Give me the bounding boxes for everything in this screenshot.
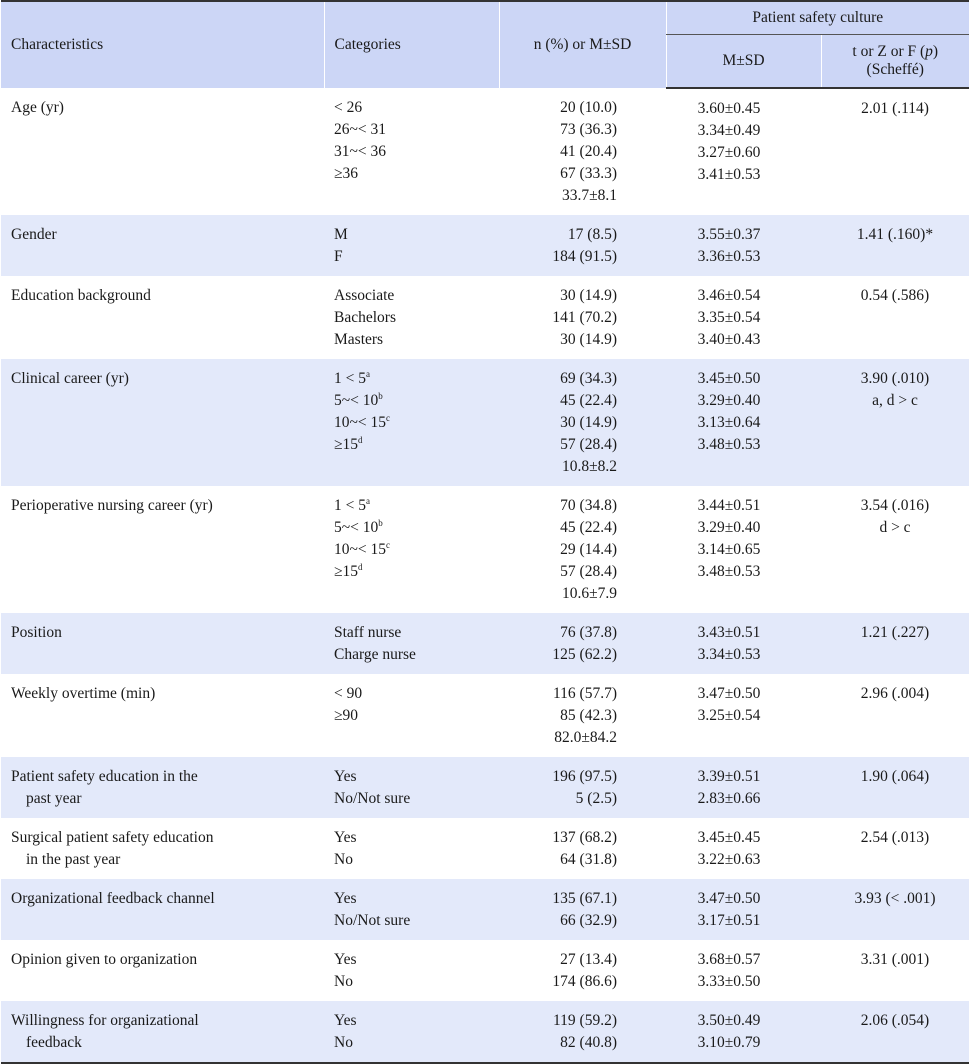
characteristic-cell — [1, 1001, 324, 1063]
characteristic-label: Clinical career (yr) — [11, 370, 129, 387]
msd-value: 3.48±0.53 — [697, 563, 761, 580]
header-patient-safety-culture: Patient safety culture — [666, 1, 969, 35]
category-text: Bachelors — [334, 309, 396, 326]
category-label — [334, 434, 498, 456]
n-pct-value: 30 (14.9) — [560, 287, 617, 304]
stat-cell — [821, 486, 969, 613]
table-row — [1, 276, 969, 359]
n-pct-value: 5 (2.5) — [575, 790, 617, 807]
stat-cell — [821, 215, 969, 276]
category-text: 26~< 31 — [334, 121, 387, 138]
characteristic-cell — [1, 215, 324, 276]
category-text: 10~< 15 — [334, 541, 387, 558]
msd-value: 3.48±0.53 — [697, 436, 761, 453]
table-row — [1, 1001, 969, 1063]
table-row — [1, 215, 969, 276]
msd-value: 2.83±0.66 — [697, 790, 761, 807]
category-superscript: a — [366, 369, 370, 379]
category-label — [334, 285, 498, 307]
n-pct-value: 45 (22.4) — [560, 392, 617, 409]
stat-cell — [821, 818, 969, 879]
category-text: Yes — [334, 951, 357, 968]
table-row — [1, 757, 969, 818]
category-label — [334, 329, 498, 351]
n-pct-value: 174 (86.6) — [552, 973, 617, 990]
n-pct-value: 137 (68.2) — [552, 829, 617, 846]
category-label — [334, 910, 498, 932]
stat-value: 3.54 (.016) — [860, 497, 930, 514]
characteristic-cell — [1, 879, 324, 940]
category-superscript: d — [358, 435, 363, 445]
stat-value: 2.96 (.004) — [860, 685, 930, 702]
msd-cell — [666, 215, 821, 276]
msd-value: 3.40±0.43 — [697, 331, 761, 348]
category-label — [334, 307, 498, 329]
characteristic-cell — [1, 486, 324, 613]
category-superscript: a — [366, 496, 370, 506]
category-text: No/Not sure — [334, 912, 411, 929]
msd-value: 3.41±0.53 — [697, 166, 761, 183]
table-row — [1, 613, 969, 674]
category-label — [334, 390, 498, 412]
category-cell — [324, 88, 499, 215]
stat-value: a, d > c — [872, 392, 918, 409]
category-text: < 26 — [334, 99, 363, 116]
category-text: ≥15 — [334, 563, 359, 580]
stat-cell — [821, 1001, 969, 1063]
category-text: 10~< 15 — [334, 414, 387, 431]
msd-value: 3.29±0.40 — [697, 392, 761, 409]
n-pct-cell — [499, 674, 666, 757]
msd-value: 3.68±0.57 — [697, 951, 761, 968]
table-header — [1, 1, 969, 88]
characteristic-label: Age (yr) — [11, 99, 64, 116]
header-stat-line1: t or Z or F ( — [852, 43, 926, 60]
n-pct-value: 119 (59.2) — [553, 1012, 617, 1029]
category-cell — [324, 757, 499, 818]
stat-cell — [821, 757, 969, 818]
msd-value: 3.10±0.79 — [697, 1034, 761, 1051]
category-label — [334, 1032, 498, 1054]
n-pct-value: 10.6±7.9 — [561, 585, 617, 602]
category-label — [334, 766, 498, 788]
n-pct-value: 69 (34.3) — [560, 370, 617, 387]
stat-value: 3.31 (.001) — [860, 951, 930, 968]
msd-value: 3.33±0.50 — [697, 973, 761, 990]
characteristic-label: past year — [26, 790, 82, 807]
category-label — [334, 788, 498, 810]
category-text: No/Not sure — [334, 790, 411, 807]
msd-value: 3.43±0.51 — [697, 624, 761, 641]
stat-cell — [821, 879, 969, 940]
category-cell — [324, 1001, 499, 1063]
category-cell — [324, 359, 499, 486]
msd-cell — [666, 276, 821, 359]
msd-value: 3.22±0.63 — [697, 851, 761, 868]
msd-cell — [666, 674, 821, 757]
characteristic-cell — [1, 757, 324, 818]
category-text: F — [334, 248, 343, 265]
characteristic-label: Organizational feedback channel — [11, 890, 215, 907]
n-pct-value: 67 (33.3) — [560, 165, 617, 182]
n-pct-cell — [499, 940, 666, 1001]
msd-cell — [666, 613, 821, 674]
stat-value: d > c — [879, 519, 911, 536]
characteristic-cell — [1, 276, 324, 359]
characteristic-label: Surgical patient safety education — [11, 829, 214, 846]
category-text: ≥90 — [334, 707, 359, 724]
category-text: ≥15 — [334, 436, 359, 453]
stat-cell — [821, 276, 969, 359]
characteristic-label: Perioperative nursing career (yr) — [11, 497, 213, 514]
table-row — [1, 88, 969, 215]
category-label — [334, 368, 498, 390]
table-row — [1, 940, 969, 1001]
table-row — [1, 818, 969, 879]
msd-cell — [666, 757, 821, 818]
msd-value: 3.44±0.51 — [697, 497, 761, 514]
stat-cell — [821, 674, 969, 757]
stat-value: 2.54 (.013) — [860, 829, 930, 846]
characteristics-table — [1, 0, 969, 1064]
n-pct-cell — [499, 215, 666, 276]
n-pct-value: 66 (32.9) — [560, 912, 617, 929]
characteristic-label: Opinion given to organization — [11, 951, 198, 968]
msd-value: 3.39±0.51 — [697, 768, 761, 785]
msd-value: 3.27±0.60 — [697, 144, 761, 161]
msd-value: 3.60±0.45 — [697, 100, 761, 117]
n-pct-value: 184 (91.5) — [552, 248, 617, 265]
category-superscript: b — [378, 391, 383, 401]
characteristic-label: Gender — [11, 226, 57, 243]
category-text: ≥36 — [334, 165, 359, 182]
header-characteristics: Characteristics — [1, 1, 324, 88]
category-cell — [324, 276, 499, 359]
stat-cell — [821, 359, 969, 486]
msd-cell — [666, 818, 821, 879]
category-label — [334, 683, 498, 705]
category-text: Associate — [334, 287, 395, 304]
stat-cell — [821, 613, 969, 674]
category-label — [334, 163, 498, 185]
stat-cell — [821, 940, 969, 1001]
msd-cell — [666, 1001, 821, 1063]
category-label — [334, 561, 498, 583]
n-pct-value: 29 (14.4) — [560, 541, 617, 558]
msd-value: 3.25±0.54 — [697, 707, 761, 724]
characteristic-cell — [1, 674, 324, 757]
n-pct-value: 125 (62.2) — [552, 646, 617, 663]
category-text: < 90 — [334, 685, 363, 702]
category-superscript: d — [358, 562, 363, 572]
category-label — [334, 827, 498, 849]
msd-value: 3.47±0.50 — [697, 890, 761, 907]
characteristic-cell — [1, 818, 324, 879]
category-cell — [324, 879, 499, 940]
stat-value: 2.06 (.054) — [860, 1012, 930, 1029]
n-pct-value: 85 (42.3) — [560, 707, 617, 724]
category-text: Staff nurse — [334, 624, 402, 641]
stat-value: 3.93 (< .001) — [854, 890, 936, 907]
category-cell — [324, 818, 499, 879]
msd-value: 3.17±0.51 — [697, 912, 761, 929]
n-pct-value: 41 (20.4) — [560, 143, 617, 160]
category-cell — [324, 674, 499, 757]
msd-value: 3.47±0.50 — [697, 685, 761, 702]
msd-value: 3.45±0.50 — [697, 370, 761, 387]
stat-value: 1.90 (.064) — [860, 768, 930, 785]
msd-value: 3.50±0.49 — [697, 1012, 761, 1029]
category-text: 5~< 10 — [334, 519, 379, 536]
n-pct-value: 17 (8.5) — [567, 226, 617, 243]
msd-cell — [666, 940, 821, 1001]
n-pct-cell — [499, 818, 666, 879]
characteristic-label: Patient safety education in the — [11, 768, 198, 785]
category-label — [334, 849, 498, 871]
category-label — [334, 622, 498, 644]
table-row — [1, 359, 969, 486]
category-label — [334, 97, 498, 119]
category-label — [334, 949, 498, 971]
n-pct-value: 10.8±8.2 — [561, 458, 617, 475]
stat-cell — [821, 88, 969, 215]
n-pct-cell — [499, 613, 666, 674]
msd-value: 3.34±0.53 — [697, 646, 761, 663]
msd-value: 3.35±0.54 — [697, 309, 761, 326]
category-label — [334, 705, 498, 727]
n-pct-value: 27 (13.4) — [560, 951, 617, 968]
category-text: No — [334, 1034, 353, 1051]
category-text: Masters — [334, 331, 384, 348]
n-pct-cell — [499, 276, 666, 359]
category-text: 31~< 36 — [334, 143, 387, 160]
msd-value: 3.45±0.45 — [697, 829, 761, 846]
n-pct-value: 135 (67.1) — [552, 890, 617, 907]
table-row — [1, 486, 969, 613]
n-pct-value: 45 (22.4) — [560, 519, 617, 536]
msd-value: 3.55±0.37 — [697, 226, 761, 243]
header-stat — [821, 35, 969, 89]
category-cell — [324, 613, 499, 674]
n-pct-value: 64 (31.8) — [560, 851, 617, 868]
category-superscript: b — [378, 518, 383, 528]
n-pct-cell — [499, 879, 666, 940]
stat-value: 1.21 (.227) — [860, 624, 930, 641]
category-label — [334, 412, 498, 434]
table-row — [1, 879, 969, 940]
category-cell — [324, 486, 499, 613]
characteristic-label: Weekly overtime (min) — [11, 685, 156, 702]
header-msd: M±SD — [666, 35, 821, 89]
n-pct-cell — [499, 1001, 666, 1063]
characteristic-cell — [1, 359, 324, 486]
category-superscript: c — [386, 413, 391, 423]
n-pct-value: 73 (36.3) — [560, 121, 617, 138]
category-text: M — [334, 226, 348, 243]
table-row — [1, 674, 969, 757]
category-cell — [324, 215, 499, 276]
n-pct-cell — [499, 486, 666, 613]
category-label — [334, 971, 498, 993]
n-pct-value: 196 (97.5) — [552, 768, 617, 785]
characteristic-label: Position — [11, 624, 62, 641]
n-pct-value: 141 (70.2) — [552, 309, 617, 326]
header-stat-p: p — [925, 43, 933, 60]
stat-value: 3.90 (.010) — [860, 370, 930, 387]
category-label — [334, 1010, 498, 1032]
msd-cell — [666, 486, 821, 613]
characteristic-label: Willingness for organizational — [11, 1012, 199, 1029]
characteristic-label: Education background — [11, 287, 151, 304]
category-label — [334, 539, 498, 561]
category-text: No — [334, 851, 353, 868]
header-stat-line1-end: ) — [932, 43, 939, 60]
header-stat-line2: (Scheffé) — [866, 61, 924, 78]
stat-value: 1.41 (.160)* — [856, 226, 934, 243]
table-body — [1, 88, 969, 1063]
n-pct-cell — [499, 88, 666, 215]
n-pct-cell — [499, 757, 666, 818]
category-label — [334, 141, 498, 163]
n-pct-value: 116 (57.7) — [553, 685, 617, 702]
category-text: No — [334, 973, 353, 990]
category-label — [334, 495, 498, 517]
header-categories: Categories — [324, 1, 499, 88]
characteristic-cell — [1, 88, 324, 215]
category-text: Yes — [334, 1012, 357, 1029]
msd-value: 3.29±0.40 — [697, 519, 761, 536]
category-text: Charge nurse — [334, 646, 416, 663]
category-text: 1 < 5 — [334, 497, 366, 514]
msd-value: 3.14±0.65 — [697, 541, 761, 558]
stat-value: 2.01 (.114) — [861, 100, 929, 117]
category-label — [334, 224, 498, 246]
category-label — [334, 517, 498, 539]
n-pct-value: 82 (40.8) — [560, 1034, 617, 1051]
category-label — [334, 888, 498, 910]
n-pct-value: 20 (10.0) — [560, 99, 617, 116]
category-superscript: c — [386, 540, 391, 550]
characteristic-cell — [1, 940, 324, 1001]
msd-value: 3.13±0.64 — [697, 414, 761, 431]
category-label — [334, 246, 498, 268]
category-text: 1 < 5 — [334, 370, 366, 387]
msd-cell — [666, 88, 821, 215]
n-pct-value: 70 (34.8) — [560, 497, 617, 514]
n-pct-value: 76 (37.8) — [560, 624, 617, 641]
msd-value: 3.34±0.49 — [697, 122, 761, 139]
msd-value: 3.46±0.54 — [697, 287, 761, 304]
characteristic-cell — [1, 613, 324, 674]
n-pct-value: 57 (28.4) — [560, 436, 617, 453]
category-label — [334, 119, 498, 141]
category-text: Yes — [334, 768, 357, 785]
n-pct-cell — [499, 359, 666, 486]
n-pct-value: 30 (14.9) — [560, 414, 617, 431]
n-pct-value: 57 (28.4) — [560, 563, 617, 580]
category-label — [334, 644, 498, 666]
n-pct-value: 33.7±8.1 — [561, 187, 617, 204]
n-pct-value: 82.0±84.2 — [554, 729, 617, 746]
characteristic-label: feedback — [26, 1034, 82, 1051]
header-n-pct: n (%) or M±SD — [499, 1, 666, 88]
category-text: Yes — [334, 890, 357, 907]
msd-cell — [666, 359, 821, 486]
characteristic-label: in the past year — [26, 851, 121, 868]
n-pct-value: 30 (14.9) — [560, 331, 617, 348]
category-cell — [324, 940, 499, 1001]
msd-value: 3.36±0.53 — [697, 248, 761, 265]
category-text: 5~< 10 — [334, 392, 379, 409]
msd-cell — [666, 879, 821, 940]
category-text: Yes — [334, 829, 357, 846]
stat-value: 0.54 (.586) — [860, 287, 930, 304]
